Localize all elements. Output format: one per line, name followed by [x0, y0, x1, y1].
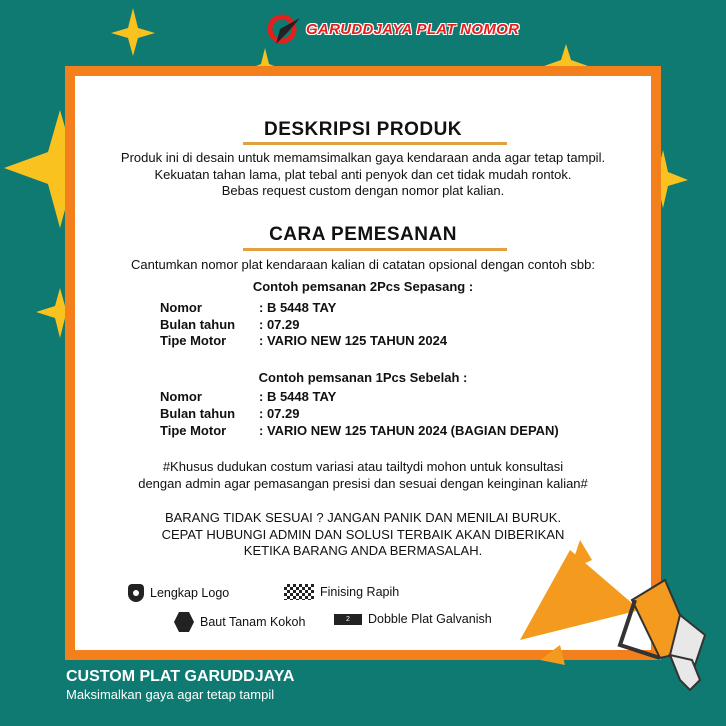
custom-note	[75, 459, 651, 492]
example-title: Contoh pemsanan 2Pcs Sepasang :	[252, 279, 474, 294]
footer-subtitle: Maksimalkan gaya agar tetap tampil	[66, 687, 275, 702]
deskripsi-text	[75, 150, 651, 200]
cara-title: CARA PEMESANAN	[269, 224, 457, 245]
example-row	[160, 389, 336, 404]
row-value: : 07.29	[259, 317, 300, 332]
note-line: #Khusus dudukan costum variasi atau tailtydi mohon untuk konsultasi	[162, 459, 564, 474]
bolt-hex-icon	[174, 612, 194, 632]
badge-icon	[128, 584, 144, 602]
row-value: : 07.29	[259, 406, 300, 421]
row-label: Bulan tahun	[160, 317, 236, 332]
feature-item	[174, 612, 305, 632]
row-value: : VARIO NEW 125 TAHUN 2024	[259, 333, 448, 348]
plate-icon: 2	[334, 614, 362, 625]
title-underline	[243, 142, 507, 145]
star-icon	[111, 8, 155, 56]
feature-item	[128, 584, 229, 602]
warning-line: BARANG TIDAK SESUAI ? JANGAN PANIK DAN MENILAI BURUK.	[164, 510, 562, 525]
example-row	[160, 333, 447, 348]
example-row	[160, 423, 559, 438]
feature-item	[334, 612, 492, 626]
row-label: Nomor	[160, 300, 202, 315]
brand-name: GARUDDJAYA PLAT NOMOR	[306, 20, 520, 38]
row-value: : B 5448 TAY	[259, 300, 337, 315]
feature-label: Dobble Plat Galvanish	[368, 612, 492, 626]
row-value: : B 5448 TAY	[259, 389, 337, 404]
warning-line: CEPAT HUBUNGI ADMIN DAN SOLUSI TERBAIK AKAN DIBERIKAN	[161, 526, 565, 542]
row-label: Nomor	[160, 389, 202, 404]
footer-title: CUSTOM PLAT GARUDDJAYA	[66, 668, 295, 685]
feature-label: Finising Rapih	[320, 585, 400, 599]
feature-item	[284, 584, 399, 600]
row-label: Tipe Motor	[160, 333, 227, 348]
example-row	[160, 300, 336, 315]
checkered-flag-icon	[284, 584, 314, 600]
note-line: dengan admin agar pemasangan presisi dan sesuai dengan keinginan kalian#	[138, 475, 588, 491]
garuda-g-logo-icon	[266, 12, 302, 46]
deskripsi-title: DESKRIPSI PRODUK	[263, 119, 463, 140]
brand-logo	[266, 12, 519, 46]
title-underline	[243, 248, 507, 251]
feature-label: Lengkap Logo	[150, 586, 230, 600]
example-title: Contoh pemsanan 1Pcs Sebelah :	[258, 370, 468, 385]
deskripsi-line: Produk ini di desain untuk memamsimalkan gaya kendaraan anda agar tetap tampil.	[120, 150, 606, 165]
example-row	[160, 406, 299, 421]
example-row	[160, 317, 299, 332]
row-label: Bulan tahun	[160, 406, 236, 421]
deskripsi-line: Bebas request custom dengan nomor plat kalian.	[221, 183, 505, 198]
row-value: : VARIO NEW 125 TAHUN 2024 (BAGIAN DEPAN)	[259, 423, 559, 438]
row-label: Tipe Motor	[160, 423, 227, 438]
warning-line: KETIKA BARANG ANDA BERMASALAH.	[243, 543, 483, 558]
megaphone-icon	[520, 540, 720, 700]
feature-label: Baut Tanam Kokoh	[200, 615, 306, 629]
cara-intro: Cantumkan nomor plat kendaraan kalian di catatan opsional dengan contoh sbb:	[131, 257, 595, 272]
deskripsi-line: Kekuatan tahan lama, plat tebal anti penyok dan cet tidak mudah rontok.	[154, 166, 572, 182]
